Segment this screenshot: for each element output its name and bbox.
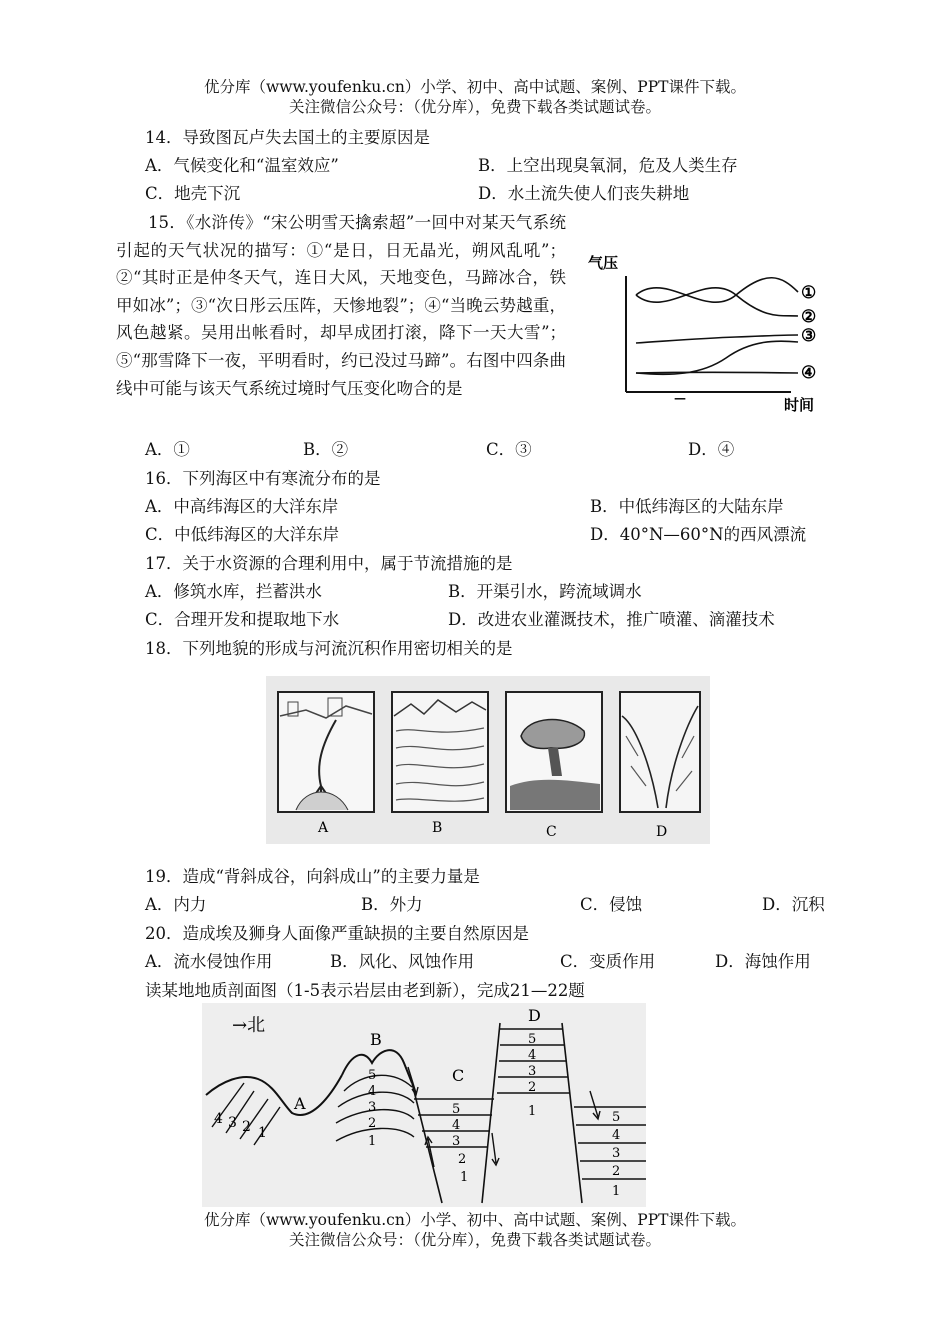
- r-layer-4: 4: [612, 1128, 621, 1143]
- point-b-label: B: [370, 1030, 382, 1049]
- q20-option-a[interactable]: A．流水侵蚀作用: [145, 952, 273, 971]
- q21-intro: 读某地地质剖面图（1-5表示岩层由老到新），完成21—22题: [145, 981, 585, 1000]
- q19-option-b[interactable]: B．外力: [361, 895, 423, 914]
- b-layer-4: 4: [368, 1084, 377, 1099]
- q19-stem: 19．造成“背斜成谷，向斜成山”的主要力量是: [145, 867, 480, 886]
- r-layer-1: 1: [612, 1184, 621, 1199]
- q15-option-d[interactable]: D．④: [688, 440, 735, 459]
- left-layer-1: 1: [258, 1125, 267, 1141]
- landform-label-d: D: [656, 824, 668, 840]
- c-layer-1: 1: [460, 1170, 469, 1185]
- panel-d: [620, 692, 700, 812]
- chart-ylabel: 气压: [588, 254, 619, 272]
- geologic-section: [202, 1003, 646, 1207]
- left-layer-2: 2: [242, 1119, 251, 1135]
- d-layer-1: 1: [528, 1104, 537, 1119]
- b-layer-3: 3: [368, 1100, 377, 1115]
- q14-stem: 14．导致图瓦卢失去国土的主要原因是: [145, 128, 430, 147]
- d-layer-5: 5: [528, 1032, 537, 1047]
- pressure-chart: [586, 250, 830, 416]
- panel-a: [278, 692, 374, 812]
- landform-label-a: A: [318, 820, 329, 836]
- r-layer-2: 2: [612, 1164, 621, 1179]
- q14-option-c[interactable]: C．地壳下沉: [145, 184, 241, 203]
- d-layer-2: 2: [528, 1080, 537, 1095]
- q16-option-b[interactable]: B．中低纬海区的大陆东岸: [590, 497, 784, 516]
- q15-stem: 15．《水浒传》“宋公明雪天擒索超”一回中对某天气系统引起的天气状况的描写：①“是日，日无晶光，朔风乱吼”；②“其时正是仲冬天气，连日大风，天地变色，马蹄冰合，铁甲如冰”；③“次日彤云压阵，天惨地裂”；④“当晚云势越重，风色越紧。吴用出帐看时，却早成团打滚，降下一天大雪”；⑤“那雪降下一夜，平明看时，约已没过马蹄”。右图中四条曲线中可能与该天气系统过境时气压变化吻合的是: [116, 213, 566, 398]
- curve-1: [636, 278, 798, 302]
- curve-label-4: ④: [801, 363, 817, 383]
- curve-label-2: ②: [801, 307, 817, 327]
- q15-option-c[interactable]: C．③: [486, 440, 532, 459]
- curve-4: [636, 341, 798, 374]
- q16-option-a[interactable]: A．中高纬海区的大洋东岸: [145, 497, 339, 516]
- q19-option-c[interactable]: C．侵蚀: [580, 895, 643, 914]
- q17-stem: 17．关于水资源的合理利用中，属于节流措施的是: [145, 554, 513, 573]
- footer-line-1: 优分库（www.youfenku.cn）小学、初中、高中试题、案例、PPT课件下载。: [203, 1211, 747, 1229]
- q20-option-d[interactable]: D．海蚀作用: [715, 952, 811, 971]
- point-c-label: C: [452, 1066, 465, 1085]
- c-layer-5: 5: [452, 1102, 461, 1117]
- q15-option-a[interactable]: A．①: [145, 440, 190, 459]
- left-layer-4: 4: [214, 1111, 223, 1127]
- q19-option-d[interactable]: D．沉积: [762, 895, 825, 914]
- q19-option-a[interactable]: A．内力: [145, 895, 207, 914]
- q16-stem: 16．下列海区中有寒流分布的是: [145, 469, 381, 488]
- b-layer-2: 2: [368, 1116, 377, 1131]
- c-layer-4: 4: [452, 1118, 461, 1133]
- q14-option-d[interactable]: D．水土流失使人们丧失耕地: [478, 184, 690, 203]
- north-arrow-label: →北: [232, 1015, 266, 1036]
- b-layer-5: 5: [368, 1068, 377, 1083]
- q20-option-b[interactable]: B．风化、风蚀作用: [330, 952, 475, 971]
- chart-xlabel: 时间: [784, 396, 815, 414]
- panel-c: [506, 692, 602, 812]
- q16-option-c[interactable]: C．中低纬海区的大洋东岸: [145, 525, 340, 544]
- q17-option-b[interactable]: B．开渠引水，跨流域调水: [448, 582, 642, 601]
- b-layer-1: 1: [368, 1134, 377, 1149]
- q17-option-c[interactable]: C．合理开发和提取地下水: [145, 610, 340, 629]
- curve-label-1: ①: [801, 283, 817, 303]
- point-a-label: A: [294, 1094, 306, 1113]
- header-line-2: 关注微信公众号：（优分库），免费下载各类试题试卷。: [288, 98, 661, 116]
- q15-option-b[interactable]: B．②: [303, 440, 349, 459]
- d-layer-3: 3: [528, 1064, 537, 1079]
- x-tick: —: [674, 391, 686, 405]
- q18-stem: 18．下列地貌的形成与河流沉积作用密切相关的是: [145, 639, 513, 658]
- curve-label-3: ③: [801, 326, 817, 346]
- d-layer-4: 4: [528, 1048, 537, 1063]
- header-line-1: 优分库（www.youfenku.cn）小学、初中、高中试题、案例、PPT课件下载。: [203, 78, 747, 96]
- landform-label-b: B: [432, 820, 443, 836]
- footer-line-2: 关注微信公众号：（优分库），免费下载各类试题试卷。: [288, 1231, 661, 1249]
- q17-option-d[interactable]: D．改进农业灌溉技术，推广喷灌、滴灌技术: [448, 610, 775, 629]
- q20-stem: 20．造成埃及狮身人面像严重缺损的主要自然原因是: [145, 924, 529, 943]
- q14-option-a[interactable]: A．气候变化和“温室效应”: [145, 156, 339, 175]
- q16-option-d[interactable]: D．40°N—60°N的西风漂流: [590, 525, 807, 544]
- c-layer-3: 3: [452, 1134, 461, 1149]
- q20-option-c[interactable]: C．变质作用: [560, 952, 656, 971]
- q17-option-a[interactable]: A．修筑水库，拦蓄洪水: [145, 582, 322, 601]
- landform-label-c: C: [546, 824, 557, 840]
- q14-option-b[interactable]: B．上空出现臭氧洞，危及人类生存: [478, 156, 738, 175]
- r-layer-3: 3: [612, 1146, 621, 1161]
- left-layer-3: 3: [228, 1115, 237, 1131]
- landform-figure: [266, 676, 710, 844]
- panel-b: [392, 692, 488, 812]
- c-layer-2: 2: [458, 1152, 467, 1167]
- r-layer-5: 5: [612, 1110, 621, 1125]
- curve-4b: [636, 372, 798, 373]
- point-d-label: D: [528, 1006, 541, 1025]
